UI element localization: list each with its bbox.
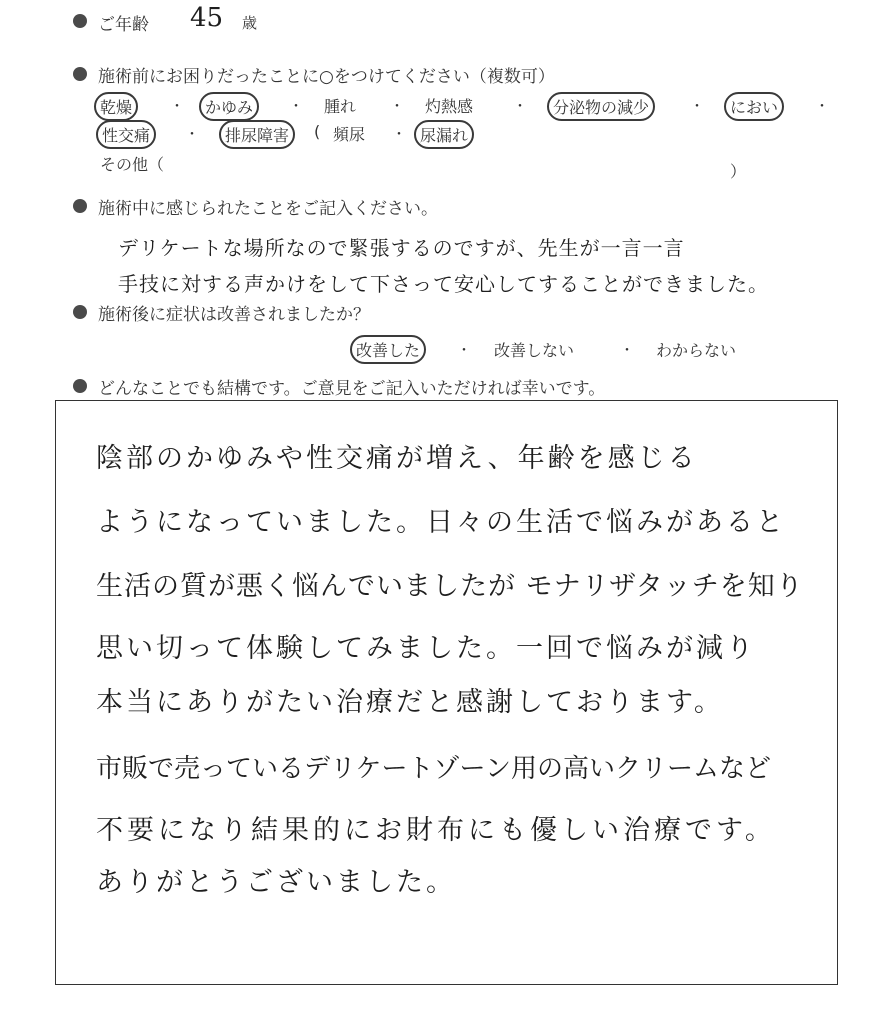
age-unit: 歳 xyxy=(242,14,258,32)
separator: ・ xyxy=(457,343,471,359)
q1-option-hare[interactable]: 腫れ xyxy=(324,97,357,116)
q3-option-unknown[interactable]: わからない xyxy=(656,341,737,360)
q1-other-close: ） xyxy=(730,162,747,181)
q1-option-kansou[interactable]: 乾燥 xyxy=(94,92,138,121)
q4-answer-line-3: 生活の質が悪く悩んでいましたが モナリザタッチを知り xyxy=(96,571,804,602)
q1-option-shakunetsukan[interactable]: 灼熱感 xyxy=(425,97,474,116)
q3-option-improved[interactable]: 改善した xyxy=(350,335,426,364)
age-value: 45 xyxy=(190,3,224,33)
separator: ・ xyxy=(690,99,704,115)
q1-option-nyoumore[interactable]: 尿漏れ xyxy=(414,120,474,149)
q4-answer-line-5: 本当にありがたい治療だと感謝しております。 xyxy=(96,687,724,718)
separator: ・ xyxy=(620,343,634,359)
q1-option-kayumi[interactable]: かゆみ xyxy=(199,92,259,121)
q1-paren-open: ( xyxy=(314,122,321,141)
q2-answer-line-1: デリケートな場所なので緊張するのですが、先生が一言一言 xyxy=(118,236,685,260)
q1-other-label: その他（ xyxy=(100,155,165,174)
q3-option-not-improved[interactable]: 改善しない xyxy=(494,341,575,360)
q4-answer-line-8: ありがとうございました。 xyxy=(96,867,456,898)
bullet-icon xyxy=(73,305,87,319)
age-label: ご年齢 xyxy=(98,15,149,35)
q3-question: 施術後に症状は改善されましたか？ xyxy=(98,305,370,325)
q4-answer-line-1: 陰部のかゆみや性交痛が増え、年齢を感じる xyxy=(96,443,698,474)
q4-answer-line-2: ようになっていました。日々の生活で悩みがあると xyxy=(96,507,786,538)
bullet-icon xyxy=(73,67,87,81)
bullet-icon xyxy=(73,379,87,393)
q1-option-nioi[interactable]: におい xyxy=(724,92,784,121)
bullet-icon xyxy=(73,14,87,28)
q1-option-hinnyou[interactable]: 頻尿 xyxy=(333,125,366,144)
q1-option-hainyoushougai[interactable]: 排尿障害 xyxy=(219,120,295,149)
q2-answer-line-2: 手技に対する声かけをして下さって安心してすることができました。 xyxy=(118,272,769,296)
q1-option-bunpitsubutsu[interactable]: 分泌物の減少 xyxy=(547,92,655,121)
q1-question: 施術前にお困りだったことに○をつけてください（複数可） xyxy=(98,67,555,87)
separator: ・ xyxy=(170,99,184,115)
separator: ・ xyxy=(185,127,199,143)
q4-question: どんなことでも結構です。ご意見をご記入いただければ幸いです。 xyxy=(98,379,606,399)
q2-question: 施術中に感じられたことをご記入ください。 xyxy=(98,199,438,219)
separator: ・ xyxy=(513,99,527,115)
q4-answer-line-4: 思い切って体験してみました。一回で悩みが減り xyxy=(96,633,756,664)
separator: ・ xyxy=(289,99,303,115)
bullet-icon xyxy=(73,199,87,213)
separator: ・ xyxy=(815,99,829,115)
q4-answer-line-7: 不要になり結果的にお財布にも優しい治療です。 xyxy=(96,815,776,846)
separator: ・ xyxy=(392,127,406,143)
q1-option-seikoutsuu[interactable]: 性交痛 xyxy=(96,120,156,149)
q4-answer-line-6: 市販で売っているデリケートゾーン用の高いクリームなど xyxy=(96,754,771,784)
separator: ・ xyxy=(390,99,404,115)
